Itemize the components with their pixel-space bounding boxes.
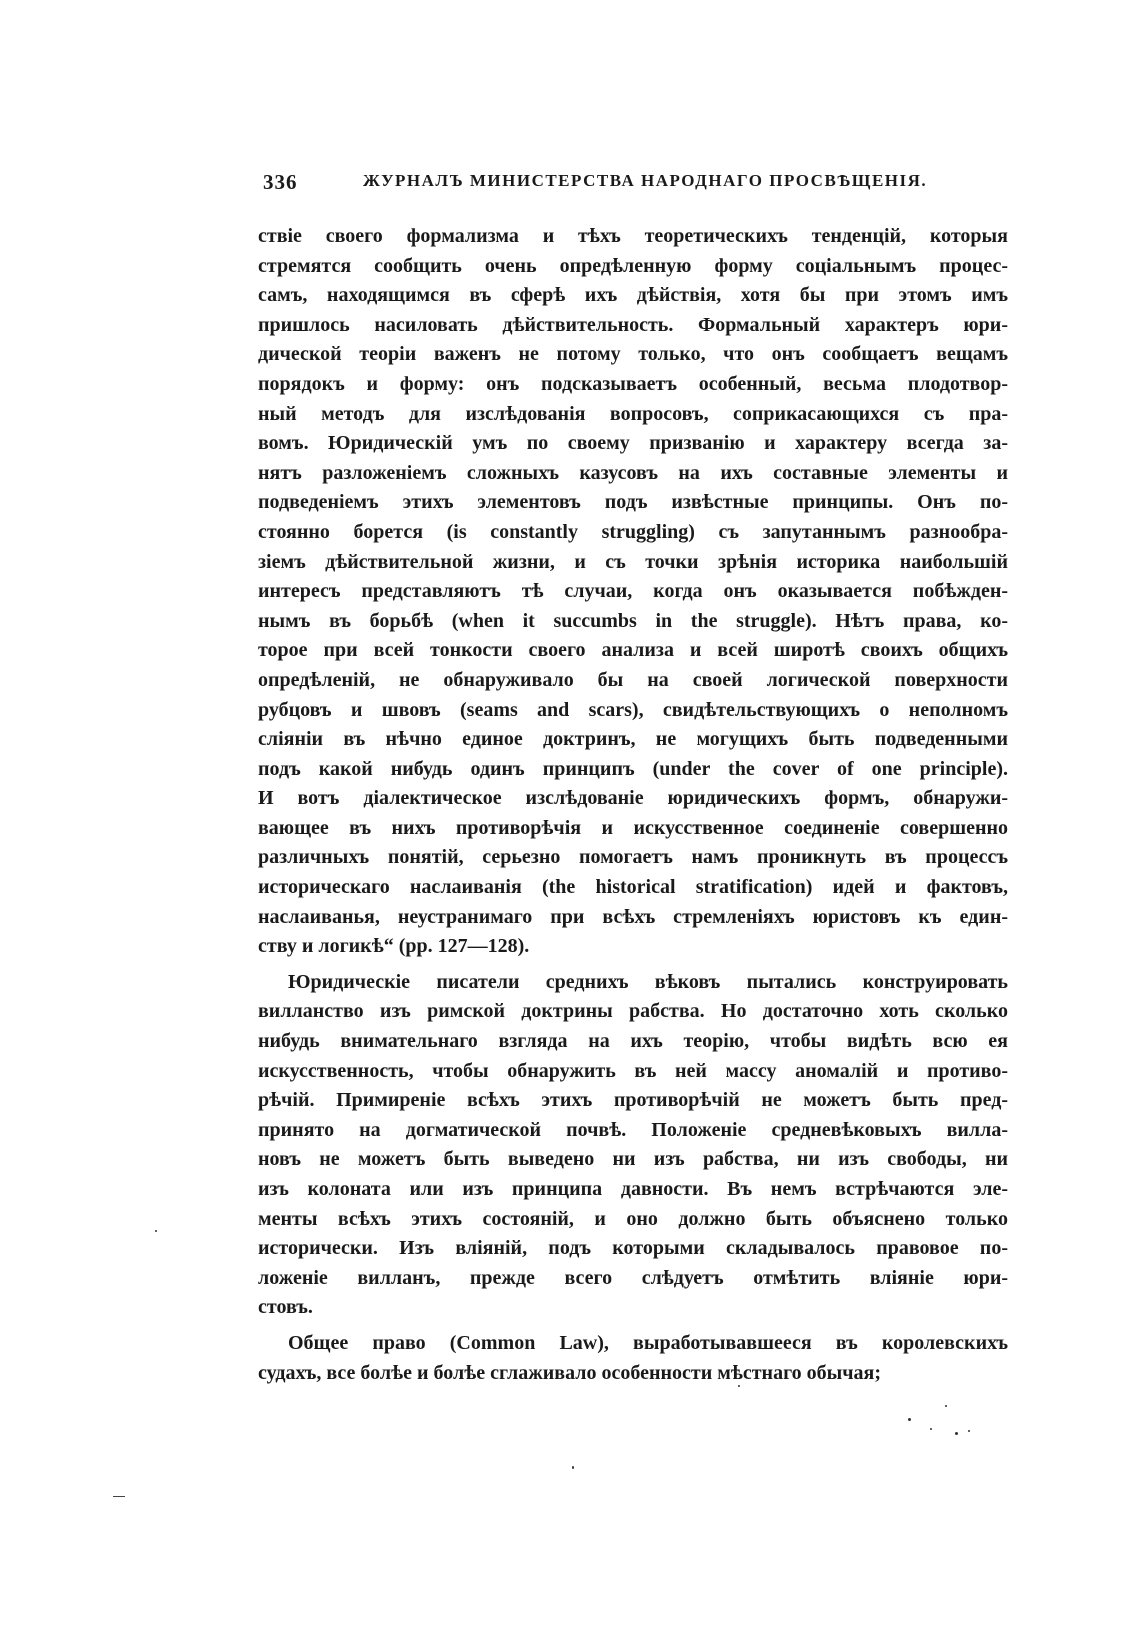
text-line: Юридическіе писатели среднихъ вѣковъ пытались конструировать (288, 970, 1008, 993)
text-line: Общее право (Common Law), выработывавшееся въ королевскихъ (288, 1331, 1008, 1354)
print-speck (572, 1466, 574, 1469)
text-line: стовъ. (258, 1296, 313, 1319)
page-number: 336 (263, 170, 298, 194)
text-line: изъ колоната или изъ принципа давности. Въ немъ встрѣчаются эле- (258, 1178, 1008, 1200)
text-line: порядокъ и форму: онъ подсказываетъ особенный, весьма плодотвор- (258, 372, 1008, 395)
text-line: наслаиванья, неустранимаго при всѣхъ стремленіяхъ юристовъ къ един- (258, 905, 1008, 928)
text-line: вомъ. Юридическій умъ по своему призванію и характеру всегда за- (258, 432, 1008, 455)
print-speck (930, 1428, 932, 1430)
text-line: рѣчій. Примиреніе всѣхъ этихъ противорѣчій не можетъ быть пред- (258, 1089, 1008, 1112)
text-line: ству и логикѣ“ (pp. 127—128). (258, 935, 530, 958)
text-line: самъ, находящимся въ сферѣ ихъ дѣйствія, хотя бы при этомъ имъ (258, 284, 1008, 307)
text-line: исторически. Изъ вліяній, подъ которыми складывалось правовое по- (258, 1237, 1008, 1260)
paragraph (258, 222, 1008, 962)
running-head (263, 170, 1023, 202)
text-line: ложеніе вилланъ, прежде всего слѣдуетъ отмѣтить вліяніе юри- (258, 1266, 1008, 1289)
text-line: искусственность, чтобы обнаружить въ ней массу аномалій и противо- (258, 1059, 1008, 1082)
text-line: нымъ въ борьбѣ (when it succumbs in the struggle). Нѣтъ права, ко- (258, 609, 1008, 632)
body-text (258, 222, 1008, 1388)
print-speck (968, 1430, 970, 1432)
margin-mark (113, 1496, 125, 1497)
print-speck (738, 1385, 740, 1387)
text-line: рубцовъ и швовъ (seams and scars), свидѣтельствующихъ о неполномъ (258, 698, 1008, 721)
text-line: дической теоріи важенъ не потому только, что онъ сообщаетъ вещамъ (258, 343, 1008, 366)
print-speck (908, 1418, 911, 1421)
print-speck (945, 1405, 947, 1407)
text-line: различныхъ понятій, серьезно помогаетъ намъ проникнуть въ процессъ (258, 846, 1008, 869)
text-line: И вотъ діалектическое изслѣдованіе юридическихъ формъ, обнаружи- (258, 787, 1008, 810)
text-line: новъ не можетъ быть выведено ни изъ рабства, ни изъ свободы, ни (258, 1148, 1008, 1171)
text-line: зіемъ дѣйствительной жизни, и съ точки зрѣнія историка наибольшій (258, 550, 1008, 573)
text-line: принято на догматической почвѣ. Положеніе средневѣковыхъ вилла- (258, 1118, 1008, 1141)
text-line: опредѣленій, не обнаруживало бы на своей логической поверхности (258, 668, 1008, 691)
text-line: сліяніи въ нѣчно единое доктринъ, не могущихъ быть подведенными (258, 728, 1008, 751)
text-line: судахъ, все болѣе и болѣе сглаживало особенности мѣстнаго обычая; (258, 1361, 882, 1384)
text-line: подведеніемъ этихъ элементовъ подъ извѣстные принципы. Онъ по- (258, 491, 1008, 514)
paragraph (258, 968, 1008, 1323)
text-line: торое при всей тонкости своего анализа и всей широтѣ своихъ общихъ (258, 639, 1008, 662)
paragraph (258, 1329, 1008, 1388)
print-speck (155, 1230, 157, 1232)
text-line: пришлось насиловать дѣйствительность. Формальный характеръ юри- (258, 313, 1008, 336)
print-speck (955, 1432, 958, 1435)
text-line: интересъ представляютъ тѣ случаи, когда онъ оказывается побѣжден- (258, 580, 1008, 603)
text-line: вающее въ нихъ противорѣчія и искусственное соединеніе совершенно (258, 816, 1008, 839)
text-line: подъ какой нибудь одинъ принципъ (under the cover of one principle). (258, 757, 1008, 780)
text-line: нибудь внимательнаго взгляда на ихъ теорію, чтобы видѣть всю ея (258, 1030, 1008, 1053)
journal-title: ЖУРНАЛЪ МИНИСТЕРСТВА НАРОДНАГО ПРОСВѢЩЕНІЯ. (363, 171, 928, 190)
text-line: историческаго наслаиванія (the historical stratification) идей и фактовъ, (258, 876, 1008, 899)
text-line: ный методъ для изслѣдованія вопросовъ, соприкасающихся съ пра- (258, 402, 1008, 425)
text-line: стремятся сообщить очень опредѣленную форму соціальнымъ процес- (258, 254, 1008, 277)
text-line: ствіе своего формализма и тѣхъ теоретическихъ тенденцій, которыя (258, 225, 1008, 247)
text-line: вилланство изъ римской доктрины рабства. Но достаточно хоть сколько (258, 1000, 1008, 1023)
text-line: стоянно борется (is constantly struggling) съ запутаннымъ разнообра- (258, 520, 1008, 543)
text-line: менты всѣхъ этихъ состояній, и оно должно быть объяснено только (258, 1207, 1008, 1230)
text-line: нятъ разложеніемъ сложныхъ казусовъ на ихъ составные элементы и (258, 461, 1008, 484)
